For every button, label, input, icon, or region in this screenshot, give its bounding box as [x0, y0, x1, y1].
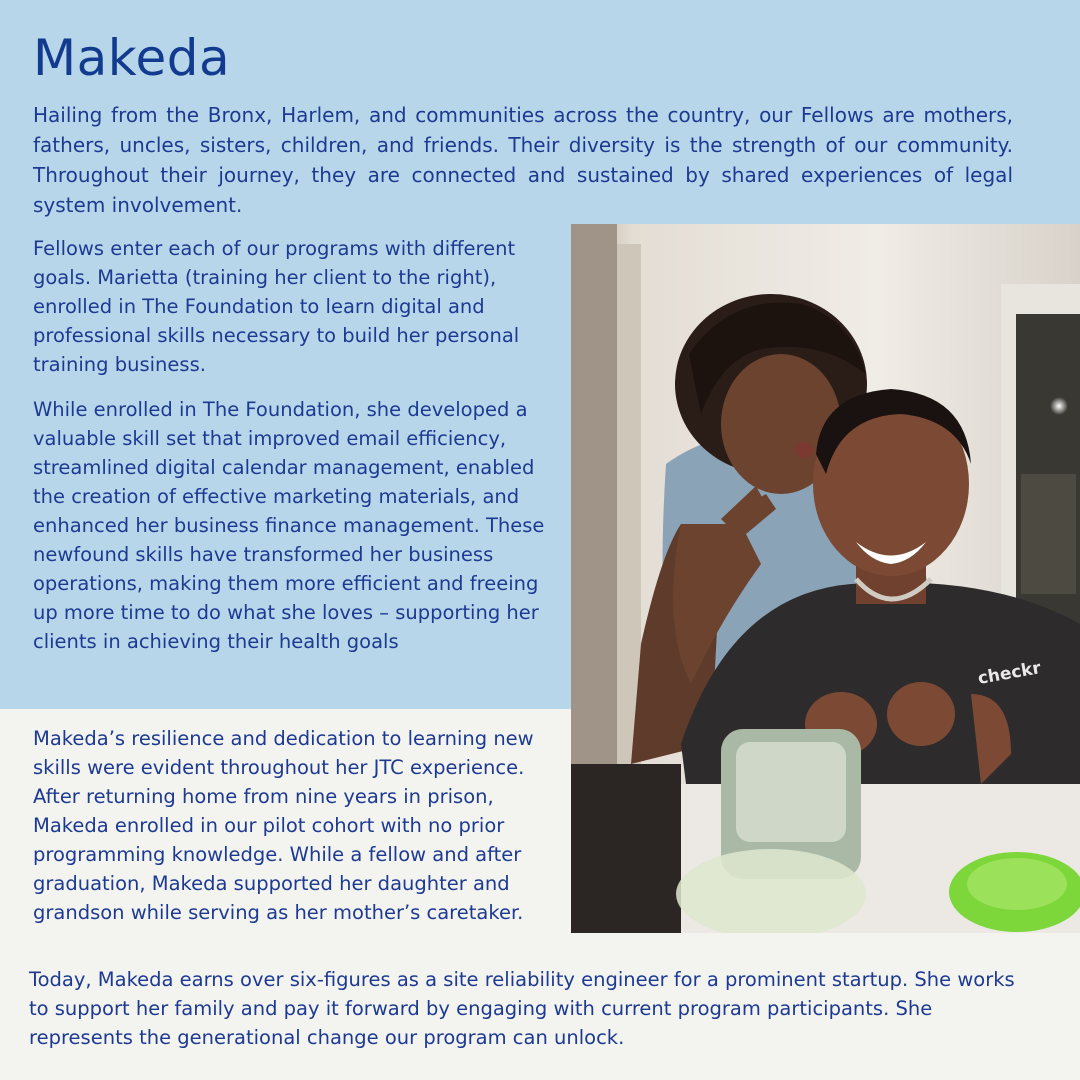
skills-paragraph: While enrolled in The Foundation, she developed a valuable skill set that improved email efficiency, streamlined digital calendar management, enabled the creation of effective marketing materials, and enhanced her business finance management. These newfound skills have transformed her business operations, making them more efficient and freeing up more time to do what she loves – supporting her clients in achieving their health goals	[33, 398, 545, 653]
page-title: Makeda	[33, 29, 231, 87]
goals-paragraph: Fellows enter each of our programs with different goals. Marietta (training her client to the right), enrolled in The Foundation to learn digital and professional skills necessary to build her personal training business.	[33, 237, 520, 376]
intro-paragraph: Hailing from the Bronx, Harlem, and communities across the country, our Fellows are mothers, fathers, uncles, sisters, children, and friends. Their diversity is the strength of our community. Throughout their journey, they are connected and sustained by shared experiences of legal system involvement.	[33, 103, 1013, 217]
shirt-logo: checkr	[976, 658, 1043, 689]
makeda-outcome-paragraph: Today, Makeda earns over six-figures as a site reliability engineer for a prominent startup. She works to support her family and pay it forward by engaging with current program participants. She represents the generational change our program can unlock.	[29, 968, 1015, 1049]
makeda-journey-paragraph: Makeda’s resilience and dedication to learning new skills were evident throughout her JTC experience. After returning home from nine years in prison, Makeda enrolled in our pilot cohort with no prior programming knowledge. While a fellow and after graduation, Makeda supported her daughter and grandson while serving as her mother’s caretaker.	[33, 727, 534, 924]
fellows-photo	[571, 224, 1080, 933]
